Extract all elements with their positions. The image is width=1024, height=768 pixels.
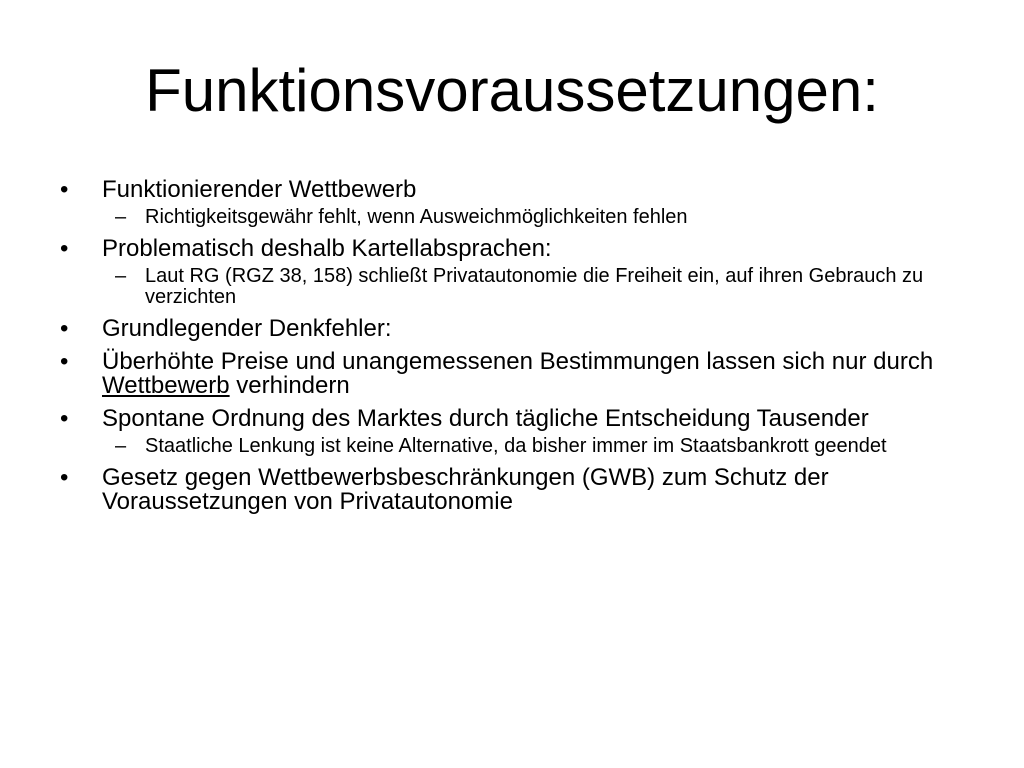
list-item-text: Gesetz gegen Wettbewerbsbeschränkungen (GWB) zum Schutz der Voraussetzungen von Privatautonomie [102,464,829,515]
list-item [55,178,975,202]
list-item [55,317,975,341]
list-item [55,407,975,431]
bullet-marker: • [60,176,69,203]
list-item-text: Funktionierender Wettbewerb [102,176,417,203]
list-item-text-end: verhindern [229,372,350,399]
list-item [55,237,975,261]
dash-marker: – [115,206,127,228]
bullet-marker: • [60,405,69,432]
dash-marker: – [115,265,127,287]
list-item [55,466,975,514]
dash-marker: – [115,435,127,457]
list-item [55,350,975,398]
underlined-term: Wettbewerb [102,372,230,399]
sub-list-item [55,207,975,228]
sub-list-item [55,436,975,457]
list-item-text-start: Überhöhte Preise und unangemessenen Bestimmungen lassen sich nur durch [102,348,934,375]
bullet-marker: • [60,464,69,491]
bullet-marker: • [60,235,69,262]
sub-list-item [55,266,975,308]
list-item-text: Spontane Ordnung des Marktes durch tägliche Entscheidung Tausender [102,405,869,432]
slide-title: Funktionsvoraussetzungen: [145,57,879,124]
bullet-marker: • [60,348,69,375]
sub-list-item-text: Staatliche Lenkung ist keine Alternative, da bisher immer im Staatsbankrott geendet [145,435,887,457]
bullet-list [55,178,975,523]
list-item-text: Problematisch deshalb Kartellabsprachen: [102,235,552,262]
list-item-text: Grundlegender Denkfehler: [102,315,392,342]
sub-list-item-text: Richtigkeitsgewähr fehlt, wenn Ausweichmöglichkeiten fehlen [145,206,688,228]
bullet-marker: • [60,315,69,342]
sub-list-item-text: Laut RG (RGZ 38, 158) schließt Privatautonomie die Freiheit ein, auf ihren Gebrauch zu verzichten [145,265,924,308]
